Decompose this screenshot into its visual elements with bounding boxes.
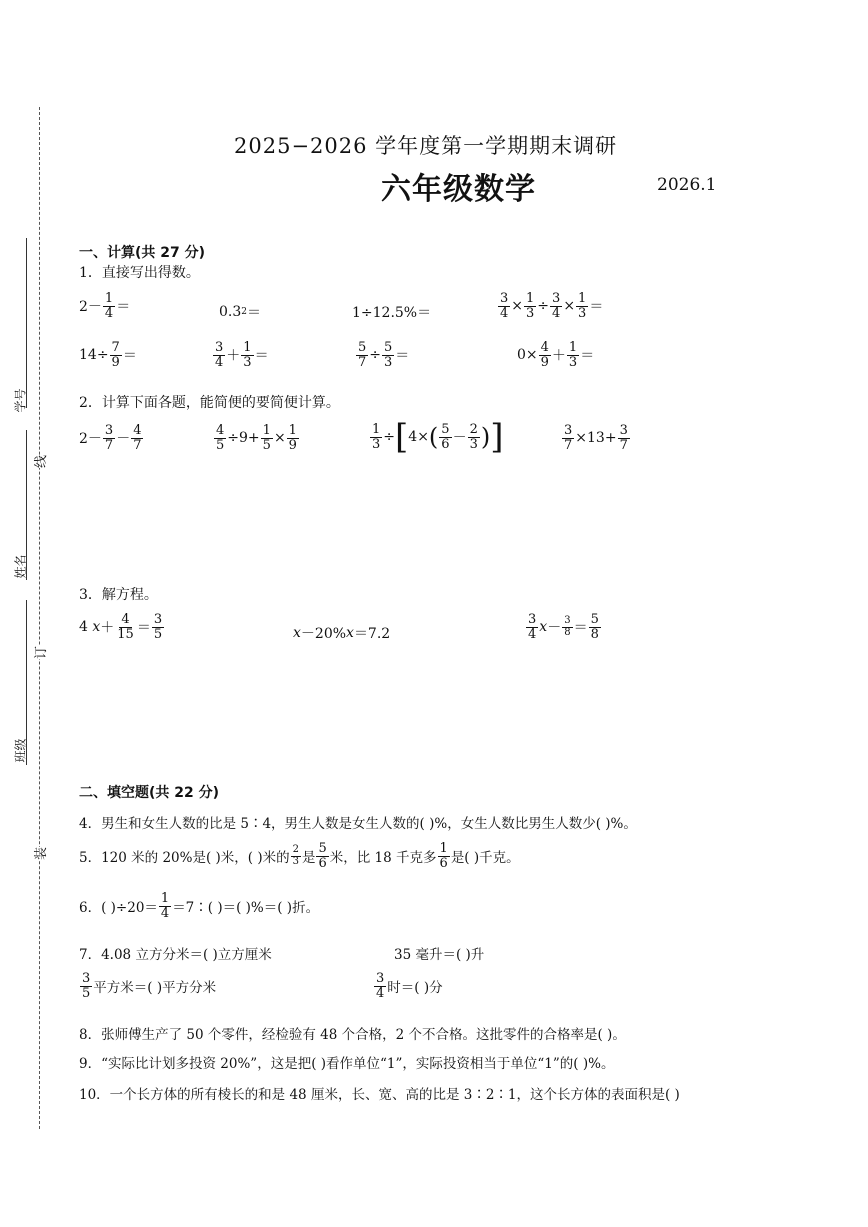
exam-subject: 六年级数学 bbox=[381, 172, 536, 207]
q3-eq-2: x －20% x ＝7.2 bbox=[293, 625, 391, 642]
binding-dashed-line bbox=[39, 107, 40, 1129]
q2-expr-2: $\frac{4}{5}$ ÷9+ $\frac{1}{5}$ × $\frac{1}{9}$ bbox=[216, 423, 297, 453]
section2-heading: 二、填空题(共 22 分) bbox=[79, 785, 220, 801]
binding-mark-ding: 订 bbox=[30, 646, 49, 659]
q1-item-1: 2－ $\frac{1}{4}$ ＝ bbox=[79, 291, 131, 321]
q3-eq-3: $\frac{3}{4}$ x － $\frac{3}{8}$ ＝ $\frac{5}{8}$ bbox=[528, 612, 599, 642]
q1-item-7: $\frac{5}{7}$ ÷ $\frac{5}{3}$ ＝ bbox=[358, 340, 410, 370]
binding-mark-line: 线 bbox=[30, 455, 49, 468]
q3-eq-1: 4 x ＋ $\frac{4}{15}$ ＝ $\frac{3}{5}$ bbox=[79, 612, 163, 642]
q1-item-8: 0× $\frac{4}{9}$ ＋ $\frac{1}{3}$ ＝ bbox=[517, 340, 595, 370]
q1-item-6: $\frac{3}{4}$ ＋ $\frac{1}{3}$ ＝ bbox=[215, 340, 269, 370]
exam-title: 2025−2026 学年度第一学期期末调研 bbox=[234, 134, 618, 158]
q2-label: 2．计算下面各题，能简便的要简便计算。 bbox=[79, 395, 340, 411]
q1-label: 1．直接写出得数。 bbox=[79, 265, 200, 281]
student-id-label: 学号 bbox=[13, 388, 28, 413]
q2-expr-1: 2－ $\frac{3}{7}$ － $\frac{4}{7}$ bbox=[79, 423, 142, 453]
section1-heading: 一、计算(共 27 分) bbox=[79, 245, 206, 261]
class-label: 班级 bbox=[13, 738, 28, 763]
binding-mark-zhuang: 装 bbox=[30, 847, 49, 860]
student-id-underline bbox=[26, 238, 27, 408]
q1-item-5: 14÷ $\frac{7}{9}$ ＝ bbox=[79, 340, 137, 370]
q7-text-c: $\frac{3}{5}$ 平方米＝( )平方分米 bbox=[82, 971, 217, 1001]
q1-item-4: $\frac{3}{4}$ × $\frac{1}{3}$ ÷ $\frac{3}{4}$ × $\frac{1}{3}$ ＝ bbox=[500, 291, 604, 321]
q6-text: 6．( )÷20＝ $\frac{1}{4}$ ＝7∶( )＝( )%＝( )折。 bbox=[79, 891, 320, 921]
q8-text: 8．张师傅生产了 50 个零件，经检验有 48 个合格，2 个不合格。这批零件的合格率是( )。 bbox=[79, 1027, 626, 1043]
q9-text: 9．“实际比计划多投资 20%”，这是把( )看作单位“1”，实际投资相当于单位“1”的( )%。 bbox=[79, 1056, 615, 1072]
q7-text-d: $\frac{3}{4}$ 时＝( )分 bbox=[376, 971, 443, 1001]
q7-text-a: 7．4.08 立方分米＝( )立方厘米 bbox=[79, 947, 272, 963]
q4-text: 4．男生和女生人数的比是 5∶4，男生人数是女生人数的( )%，女生人数比男生人数少( )%。 bbox=[79, 816, 637, 832]
q2-expr-3: $\frac{1}{3}$ ÷ [ 4× ( $\frac{5}{6}$ － $\frac{2}{3}$ ) ] bbox=[372, 417, 504, 457]
q7-text-b: 35 毫升＝( )升 bbox=[394, 947, 485, 963]
q1-item-3: 1÷12.5%＝ bbox=[352, 305, 432, 321]
q2-expr-4: $\frac{3}{7}$ ×13+ $\frac{3}{7}$ bbox=[564, 423, 628, 453]
name-label: 姓名 bbox=[13, 554, 28, 579]
exam-date: 2026.1 bbox=[657, 175, 717, 195]
q3-label: 3．解方程。 bbox=[79, 587, 158, 603]
q10-text: 10．一个长方体的所有棱长的和是 48 厘米，长、宽、高的比是 3∶2∶1，这个长方体的表面积是( ) bbox=[79, 1087, 680, 1103]
q5-text: 5．120 米的 20%是( )米，( )米的 $\frac{2}{3}$ 是 $\frac{5}{6}$ 米，比 18 千克多 $\frac{1}{6}$ 是( )千克。 bbox=[79, 841, 520, 871]
q1-item-2: 0.3 2 ＝ bbox=[219, 304, 261, 321]
fraction: $\frac{1}{4}$ bbox=[104, 291, 114, 321]
